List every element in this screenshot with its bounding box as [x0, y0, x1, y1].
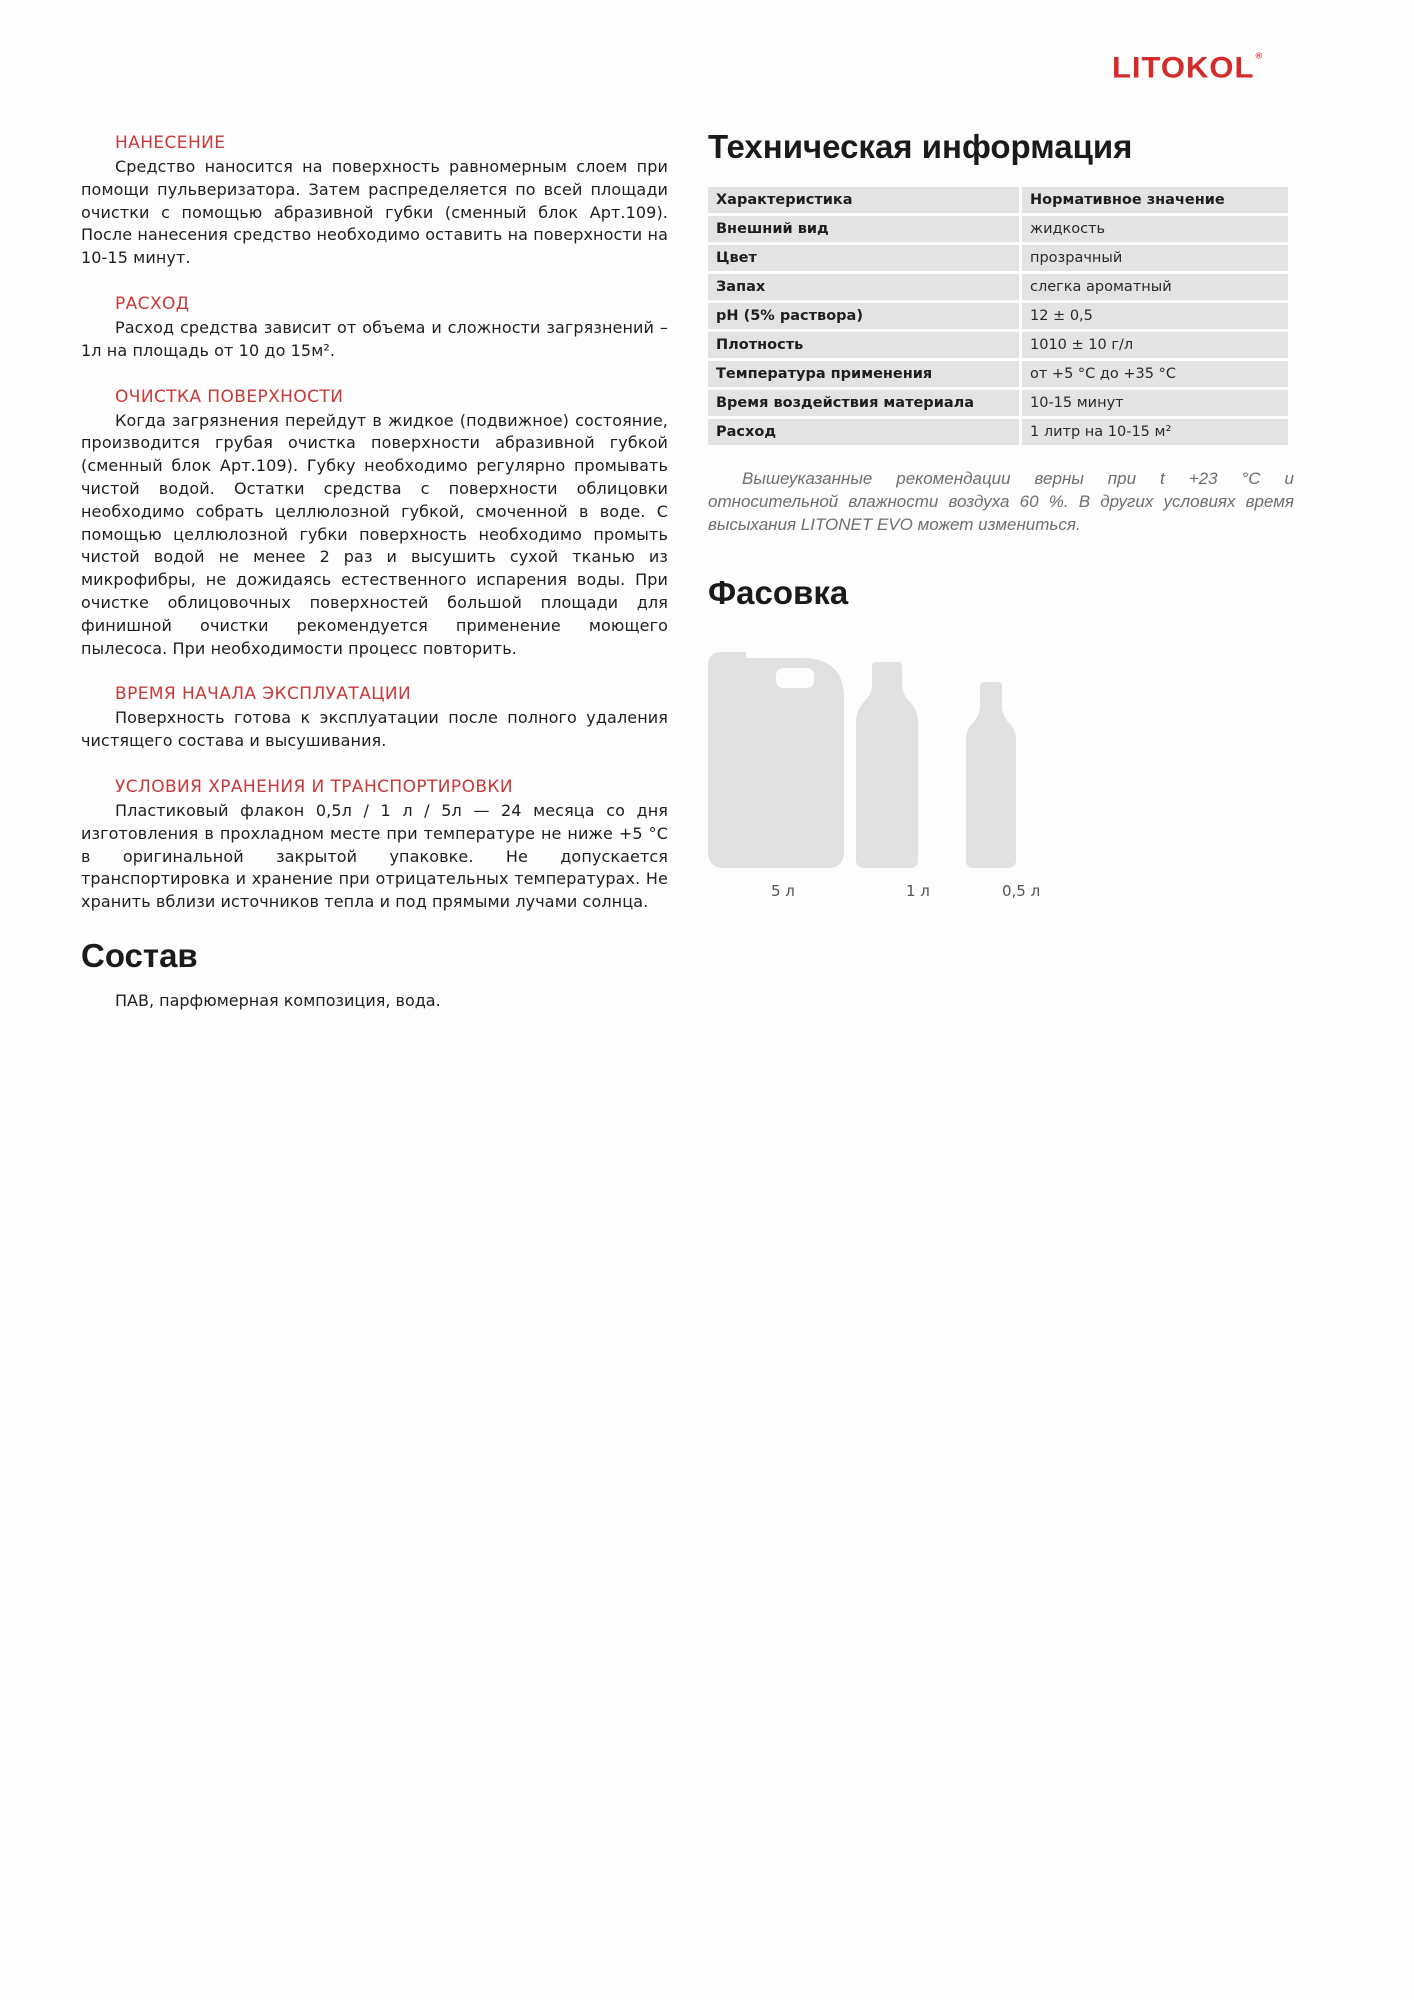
table-row [708, 361, 1288, 387]
usage-start-text: Поверхность готова к эксплуатации после полного удаления чистящего состава и высушивания. [81, 708, 668, 751]
packaging-svg [708, 652, 1108, 872]
canister-icon [708, 652, 844, 868]
table-row [708, 274, 1288, 300]
table-row [708, 245, 1288, 271]
property-cell: Расход [708, 419, 1019, 445]
storage-title: УСЛОВИЯ ХРАНЕНИЯ И ТРАНСПОРТИРОВКИ [115, 776, 513, 797]
table-row [708, 419, 1288, 445]
value-cell: прозрачный [1022, 245, 1288, 271]
table-header-row [708, 187, 1288, 213]
volume-label-1l: 1 л [906, 882, 930, 900]
composition-text: ПАВ, парфюмерная композиция, вода. [115, 990, 441, 1010]
application-title: НАНЕСЕНИЕ [115, 133, 226, 153]
property-cell: pH (5% раствора) [708, 303, 1019, 329]
left-column [81, 132, 668, 1010]
value-cell: 10-15 минут [1022, 390, 1288, 416]
property-cell: Плотность [708, 332, 1019, 358]
volume-label-05l: 0,5 л [1002, 882, 1041, 900]
tech-info-title: Техническая информация [708, 128, 1133, 165]
property-cell: Температура применения [708, 361, 1019, 387]
value-cell: 1010 ± 10 г/л [1022, 332, 1288, 358]
registered-mark: ® [1255, 50, 1264, 61]
surface-cleaning-title: ОЧИСТКА ПОВЕРХНОСТИ [115, 386, 344, 407]
brand-logo [1112, 51, 1263, 85]
property-cell: Запах [708, 274, 1019, 300]
right-column [708, 128, 1294, 612]
tech-table [705, 184, 1291, 448]
bottle-icon [856, 662, 918, 868]
table-row [708, 303, 1288, 329]
table-row [708, 390, 1288, 416]
logo-text: LITOKOL [1112, 50, 1255, 85]
application-text: Средство наносится на поверхность равномерным слоем при помощи пульверизатора. Затем распределяется по всей площади очистки с помощью абразивной губки (сменный блок Арт.109). После нанесения средство необходимо оставить на поверхности на 10-15 минут. [81, 157, 668, 268]
consumption-title: РАСХОД [115, 293, 190, 314]
header-cell: Характеристика [708, 187, 1019, 213]
conditions-note: Вышеуказанные рекомендации верны при t +23 °С и относительной влажности воздуха 60 %. В других условиях время высыхания LITONET EVO может измениться. [708, 469, 1294, 534]
property-cell: Цвет [708, 245, 1019, 271]
packaging-title: Фасовка [708, 574, 849, 611]
header-cell: Нормативное значение [1022, 187, 1288, 213]
value-cell: жидкость [1022, 216, 1288, 242]
storage-text: Пластиковый флакон 0,5л / 1 л / 5л — 24 месяца со дня изготовления в прохладном месте при температуре не ниже +5 °С в оригинальной закрытой упаковке. Не допускается транспортировка и хранение при отрицательных температурах. Не хранить вблизи источников тепла и под прямыми лучами солнца. [81, 800, 668, 912]
table-row [708, 216, 1288, 242]
consumption-text: Расход средства зависит от объема и сложности загрязнений – 1л на площадь от 10 до 15м². [81, 317, 668, 360]
composition-title: Состав [81, 936, 198, 974]
packaging-illustrations [708, 652, 1108, 912]
value-cell: слегка ароматный [1022, 274, 1288, 300]
value-cell: 12 ± 0,5 [1022, 303, 1288, 329]
property-cell: Внешний вид [708, 216, 1019, 242]
surface-cleaning-text: Когда загрязнения перейдут в жидкое (подвижное) состояние, производится грубая очистка поверхности абразивной губкой (сменный блок Арт.109). Губку необходимо регулярно промывать чистой водой. Остатки средства с поверхности облицовки необходимо собрать целлюлозной губкой, смоченной в воде. С помощью целлюлозной губки поверхность необходимо промыть чистой водой не менее 2 раз и высушить сухой тканью из микрофибры, не дожидаясь естественного испарения воды. При очистке облицовочных поверхностей большой площади для финишной очистки рекомендуется применение моющего пылесоса. При необходимости процесс повторить. [81, 410, 668, 658]
value-cell: 1 литр на 10-15 м² [1022, 419, 1288, 445]
table-row [708, 332, 1288, 358]
property-cell: Время воздействия материала [708, 390, 1019, 416]
value-cell: от +5 °С до +35 °С [1022, 361, 1288, 387]
volume-label-5l: 5 л [771, 882, 795, 900]
bottle-icon [966, 682, 1016, 868]
usage-start-title: ВРЕМЯ НАЧАЛА ЭКСПЛУАТАЦИИ [115, 684, 412, 705]
